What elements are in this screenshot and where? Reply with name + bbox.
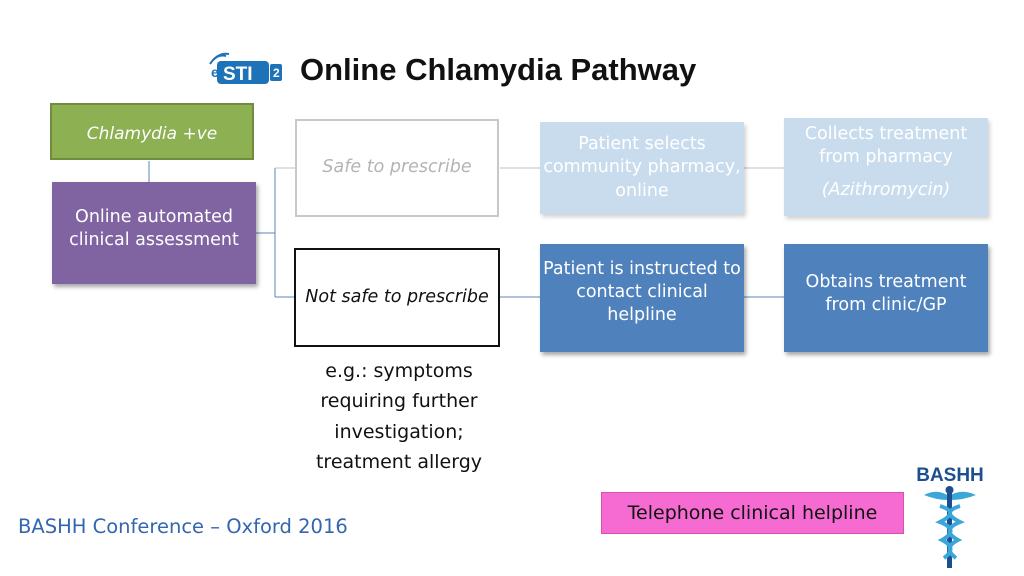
collect-treatment-drug: (Azithromycin) <box>821 180 951 201</box>
safe-to-prescribe-box: Safe to prescribe <box>295 119 499 217</box>
contact-helpline-box: Patient is instructed to contact clinical helpline <box>540 244 744 352</box>
chlamydia-positive-box: Chlamydia +ve <box>50 103 254 160</box>
caduceus-icon <box>904 460 996 572</box>
obtain-treatment-box: Obtains treatment from clinic/GP <box>784 244 988 352</box>
example-note: e.g.: symptoms requiring further investigation; treatment allergy <box>315 360 483 474</box>
svg-text:e: e <box>211 64 219 80</box>
bashh-logo <box>904 460 996 572</box>
collect-treatment-box <box>784 118 988 216</box>
esti2-logo-icon <box>207 50 285 90</box>
svg-text:STI: STI <box>223 64 253 85</box>
collect-treatment-label: Collects treatment from pharmacy <box>804 124 968 168</box>
svg-text:2: 2 <box>273 66 280 80</box>
footer-text: BASHH Conference – Oxford 2016 <box>18 515 348 538</box>
esti2-logo <box>207 50 285 90</box>
telephone-helpline-label: Telephone clinical helpline <box>601 492 904 534</box>
not-safe-to-prescribe-box: Not safe to prescribe <box>294 248 500 347</box>
select-pharmacy-box: Patient selects community pharmacy, online <box>540 122 744 214</box>
page-title: Online Chlamydia Pathway <box>300 52 697 87</box>
svg-text:BASHH: BASHH <box>916 465 984 486</box>
clinical-assessment-box: Online automated clinical assessment <box>52 182 256 284</box>
